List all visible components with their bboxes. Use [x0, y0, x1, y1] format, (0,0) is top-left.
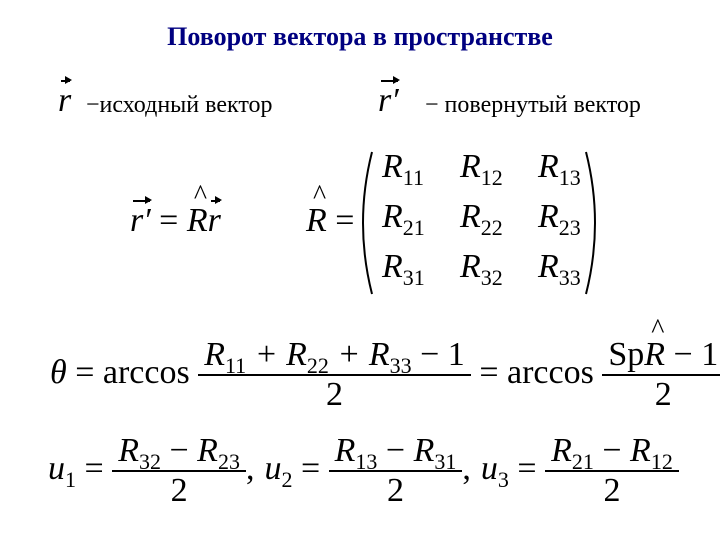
rotation-operator: ^ R [187, 202, 208, 240]
theta-num-2 [602, 336, 720, 376]
matrix-cell-index: 13 [558, 165, 581, 190]
matrix-cell-32 [460, 248, 503, 290]
matrix-cell-index: 23 [558, 215, 581, 240]
num-b: R [197, 432, 218, 469]
u-eq-sign: = [508, 449, 546, 487]
matrix-cell-index: 11 [402, 165, 424, 190]
matrix-cell-33 [538, 248, 581, 290]
rotation-lhs: r′ [130, 202, 151, 239]
matrix-cell-23 [538, 198, 581, 240]
num-minus: − [593, 432, 631, 469]
theta-den-1: 2 [326, 376, 344, 413]
num-b-index: 12 [650, 449, 673, 474]
u-numerator [112, 432, 246, 472]
u-fraction [329, 432, 463, 510]
theta-fraction-1 [198, 336, 471, 414]
matrix-cell-index: 33 [558, 265, 581, 290]
u-fraction [112, 432, 246, 510]
u3-equation [480, 432, 679, 509]
minus-one: − 1 [665, 336, 719, 373]
arccos-1: = arccos [75, 353, 190, 391]
rotation-r: r [207, 202, 221, 239]
r-prime-symbol: r′ [378, 82, 399, 119]
matrix-cell-symbol: R [382, 198, 403, 235]
matrix-cell-22 [460, 198, 503, 240]
u-equations [48, 432, 689, 510]
u-index: 1 [65, 466, 76, 492]
theta-den-2: 2 [654, 376, 672, 413]
matrix-cell-symbol: R [382, 148, 403, 185]
matrix-cell-31 [382, 248, 425, 290]
u-numerator [329, 432, 463, 472]
num-a-index: 32 [138, 449, 161, 474]
num-b-index: 23 [217, 449, 240, 474]
u-eq-sign: = [76, 449, 113, 487]
num-b: R [413, 432, 435, 469]
sp-label: Sp [608, 336, 645, 373]
u-numerator [545, 432, 679, 472]
theta-symbol: θ [50, 353, 67, 391]
r-symbol: r [58, 82, 72, 119]
matrix-cell-symbol: R [538, 198, 559, 235]
slide-title: Поворот вектора в пространстве [167, 22, 553, 51]
u-denominator: 2 [387, 472, 404, 509]
matrix-lhs-symbol: ^ R [306, 202, 327, 240]
num-a: R [118, 432, 139, 469]
u-fraction [545, 432, 679, 510]
u-symbol: u [48, 449, 65, 487]
matrix-cell-12 [460, 148, 503, 190]
u2-equation [264, 432, 471, 509]
u-separator: , [245, 449, 255, 487]
matrix-cell-13 [538, 148, 581, 190]
r-prime-vector-symbol [378, 82, 399, 120]
r-vector-symbol [58, 82, 71, 120]
u-separator: , [462, 449, 471, 487]
num-a-index: 21 [571, 449, 594, 474]
theta-fraction-2 [602, 336, 720, 414]
matrix-cell-21 [382, 198, 425, 240]
matrix-cell-index: 21 [402, 215, 425, 240]
num-b-index: 31 [434, 449, 457, 474]
matrix-cell-index: 32 [480, 265, 503, 290]
matrix-cell-11 [382, 148, 424, 190]
u-denominator: 2 [603, 472, 621, 509]
rotation-eq-sign: = [159, 202, 179, 239]
num-a: R [551, 432, 572, 469]
theta-num-1: $R_{11} + R_{22} + R_{33} - 1$ [198, 336, 471, 376]
u-denominator: 2 [170, 472, 188, 509]
matrix-cell-index: 22 [480, 215, 503, 240]
u-eq-sign: = [292, 449, 329, 487]
r-description: −исходный вектор [86, 92, 273, 118]
matrix-cell-symbol: R [538, 248, 559, 285]
theta-equation [50, 336, 720, 414]
matrix-cell-symbol: R [460, 148, 481, 185]
matrix-lhs [306, 202, 354, 240]
r-prime-description: − повернутый вектор [425, 92, 641, 118]
num-b: R [630, 432, 651, 469]
u-symbol: u [480, 449, 498, 487]
num-a: R [334, 432, 356, 469]
num-a-index: 13 [355, 449, 378, 474]
arccos-2: = arccos [479, 353, 594, 391]
u1-equation [48, 432, 255, 509]
matrix-cell-index: 31 [402, 265, 425, 290]
u-index: 2 [281, 466, 293, 492]
matrix-cell-symbol: R [460, 198, 481, 235]
num-minus: − [160, 432, 198, 469]
matrix-cell-symbol: R [382, 248, 403, 285]
sp-r: ^ R [644, 336, 665, 374]
right-paren [586, 152, 595, 294]
left-paren [363, 152, 372, 294]
matrix-cell-index: 12 [480, 165, 503, 190]
matrix-cell-symbol: R [538, 148, 559, 185]
rotation-equation [130, 202, 221, 240]
matrix-cell-symbol: R [460, 248, 481, 285]
u-symbol: u [264, 449, 282, 487]
num-minus: − [377, 432, 414, 469]
u-index: 3 [497, 466, 509, 492]
matrix-eq-sign: = [335, 202, 355, 239]
